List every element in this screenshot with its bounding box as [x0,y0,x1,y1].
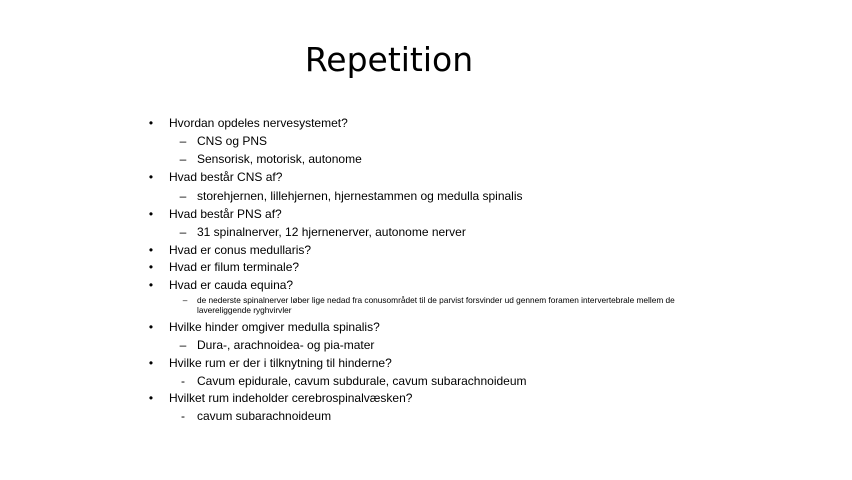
list-item-text: Hvad består PNS af? [169,207,282,221]
slide-title: Repetition [304,40,474,79]
bullet: – [179,338,187,352]
list-item [148,243,312,257]
list-item-text-line: de nederste spinalnerver løber lige nedad fra conusområdet til de parvist forsvinder ud gennem foramen intervertebrale mellem de [197,295,675,305]
bullet: - [181,409,185,423]
list-item-text: 31 spinalnerver, 12 hjernenerver, autonome nerver [197,225,466,239]
list-item [182,295,675,315]
bullet: – [179,134,187,148]
bullet: • [148,207,154,221]
list-item-text: Dura-, arachnoidea- og pia-mater [197,338,375,352]
bullet: • [148,243,154,257]
list-item [179,338,375,352]
list-item [179,152,362,166]
bullet: – [182,295,188,305]
list-item [181,409,332,423]
bullet: • [148,170,154,184]
list-item-text: Cavum epidurale, cavum subdurale, cavum subarachnoideum [197,374,527,388]
list-item [181,374,527,388]
list-item-text: Hvad består CNS af? [169,170,283,184]
list-item-text: CNS og PNS [197,134,268,148]
list-item [148,207,282,221]
bullet: • [148,116,154,130]
list-item-text: cavum subarachnoideum [197,409,332,423]
list-item-text: Hvilke hinder omgiver medulla spinalis? [169,320,380,334]
list-item [148,356,392,370]
list-item [179,134,268,148]
list-item-text: Hvad er cauda equina? [169,278,294,292]
list-item-text-line: lavereliggende ryghvirvler [197,305,292,315]
bullet: - [181,374,185,388]
list-item [148,170,283,184]
list-item [148,116,348,130]
bullet: • [148,391,154,405]
list-item [148,278,294,292]
list-item-text: Hvilke rum er der i tilknytning til hinderne? [169,356,392,370]
bullet: • [148,356,154,370]
bullet: – [179,152,187,166]
list-item [148,391,413,405]
list-item-text: Sensorisk, motorisk, autonome [197,152,362,166]
bullet: • [148,260,154,274]
list-item-text: Hvordan opdeles nervesystemet? [169,116,348,130]
list-item [179,225,466,239]
list-item-text: storehjernen, lillehjernen, hjernestammen og medulla spinalis [197,189,523,203]
bullet: – [179,189,187,203]
list-item [148,320,380,334]
bullet: – [179,225,187,239]
list-item-text: Hvilket rum indeholder cerebrospinalvæsken? [169,391,413,405]
list-item-text: Hvad er filum terminale? [169,260,300,274]
bullet: • [148,278,154,292]
list-item [179,189,523,203]
list-item [148,260,300,274]
list-item-text: Hvad er conus medullaris? [169,243,312,257]
bullet: • [148,320,154,334]
